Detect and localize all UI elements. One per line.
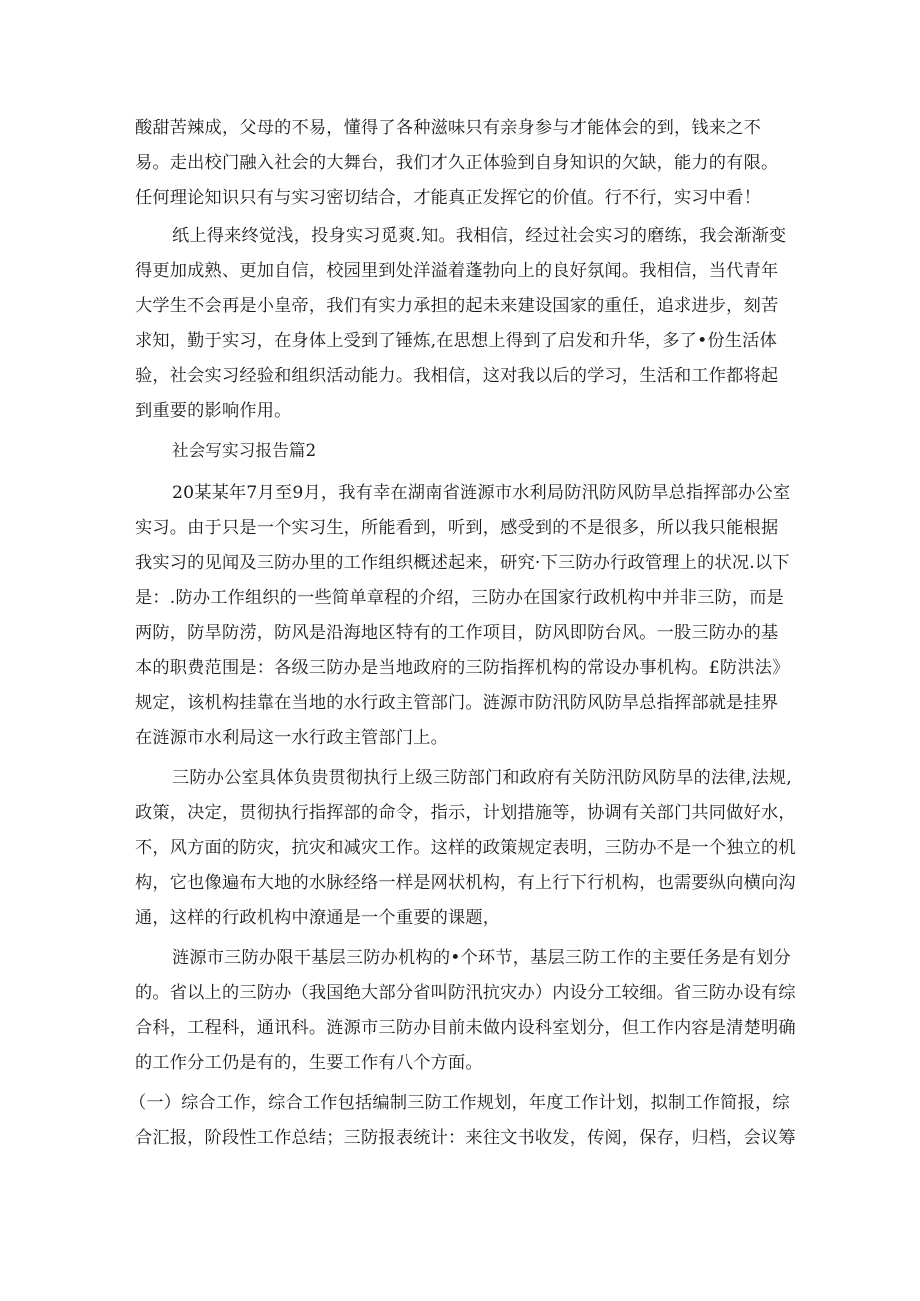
text-line: 实习。由于只是一个实习生，所能看到，听到，感受到的不是很多，所以我只能根据 [135,518,779,538]
text-line: 的工作分工仍是有的，生要工作有八个方面。 [135,1053,483,1073]
text-line: 求知，勤于实习，在身体上受到了锤炼,在思想上得到了启发和升华，多了•份生活体 [135,331,777,351]
paragraph-first-line: 三防办公室具体负贵贯彻执行上级三防部门和政府有关防汛防风防旱的法律,法规, [172,768,792,788]
paragraph-first-line: 纸上得来终觉浅，投身实习觅爽.知。我相信，经过社会实习的磨练，我会渐渐变 [172,226,787,246]
text-line: 得更加成熟、更加自信，校园里到处洋溢着蓬勃向上的良好氛闻。我相信，当代青年 [135,261,779,281]
text-line: 易。走出校门融入社会的大舞台，我们才久正体验到自身知识的欠缺，能力的有限。 [135,153,779,173]
text-line: 不，风方面的防灾，抗灾和减灾工作。这样的政策规定表明，三防办不是一个独立的机 [135,838,796,858]
text-line: 规定，该机构挂靠在当地的水行政主管部门。涟源市防汛防风防旱总指挥部就是挂界 [135,693,779,713]
text-line: 是：.防办工作组织的一些简单章程的介绍，三防办在国家行政机构中并非三防，而是 [135,588,785,608]
paragraph-first-line: 涟源市三防办限干基层三防办机构的•个环节，基层三防工作的主要任务是有划分 [172,948,791,968]
list-item-first-line: （一）综合工作，综合工作包括编制三防工作规划，年度工作计划，拟制工作简报，综 [129,1093,790,1113]
text-line: 验，社会实习经验和组织活动能力。我相信，这对我以后的学习，生活和工作都将起 [135,366,779,386]
text-line: 的。省以上的三防办（我国绝大部分省叫防汛抗灾办）内设分工较细。省三防办设有综 [135,983,796,1003]
text-line: 大学生不会再是小皇帝，我们有实力承担的起未来建设国家的重任，追求进步，刻苦 [135,296,779,316]
text-line: 酸甜苦辣成，父母的不易，懂得了各种滋味只有亲身参与才能体会的到，钱来之不 [135,118,761,138]
section-heading: 社会写实习报告篇2 [172,441,317,460]
text-line: 任何理论知识只有与实习密切结合，才能真正发挥它的价值。行不行，实习中看！ [135,188,761,208]
text-line: 本的职费范围是：各级三防办是当地政府的三防指挥机构的常设办事机构。£防洪法》 [135,658,790,678]
text-line: 通，这样的行政机构中潦通是一个重要的课题， [135,908,501,928]
text-line: 在涟源市水利局这一水行政主管部门上。 [135,728,448,748]
text-line: 我实习的见闻及三防办里的工作组织概述起来，研究·下三防办行政管理上的状况.以下 [135,553,790,573]
text-line: 合汇报，阶段性工作总结；三防报表统计：来往文书收发，传阅，保存，归档，会议筹 [135,1128,796,1148]
text-line: 合科，工程科，通讯科。涟源市三防办目前未做内设科室划分，但工作内容是清楚明确 [135,1018,796,1038]
text-line: 政策，决定，贯彻执行指挥部的命令，指示，计划措施等，协调有关部门共同做好水， [135,803,796,823]
text-line: 构，它也像遍布大地的水脉经络一样是网状机构，有上行下行机构，也需要纵向横向沟 [135,873,796,893]
text-line: 两防，防旱防涝，防风是沿海地区特有的工作项目，防风即防台风。一股三防办的基 [135,623,779,643]
paragraph-first-line: 20某某年7月至9月，我有幸在湖南省涟源市水利局防汛防风防旱总指挥部办公室 [172,483,791,503]
text-line: 到重要的影响作用。 [135,401,292,421]
